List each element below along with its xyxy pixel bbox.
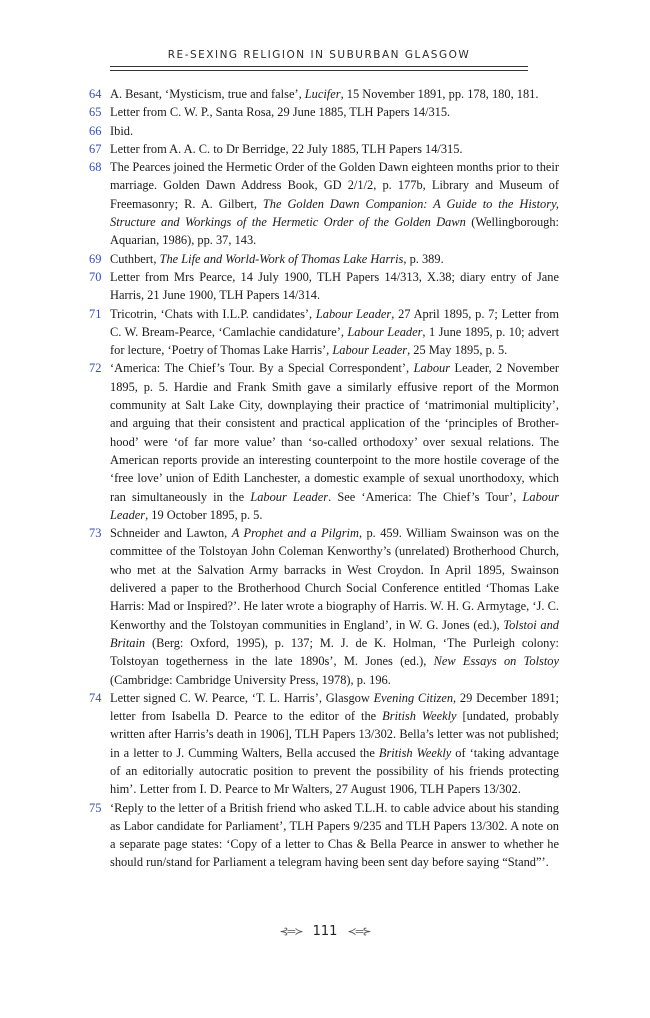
endnote-number: 73 xyxy=(89,526,102,541)
endnote xyxy=(89,689,559,799)
ornament-right-icon: ≺═⊱ xyxy=(347,926,371,938)
endnote xyxy=(89,122,559,140)
endnote-number: 65 xyxy=(89,105,102,120)
endnote xyxy=(89,250,559,268)
endnote-number: 74 xyxy=(89,690,102,705)
endnote xyxy=(89,305,559,360)
endnote-number: 64 xyxy=(89,87,102,101)
endnote-text: Schneider and Lawton, A Prophet and a Pilgrim, p. 459. William Swainson was on the committee of the Tolstoyan John Coleman Kenworthy’s (unrelated) Brotherhood Church, who met at the Salvation Army barracks in West Croydon. In April 1895, Swainson delivered a paper to the Brotherhood Church Social Conference entitled ‘Thomas Lake Harris: Mad or Inspired?’. He later wrote a biography of Harris. W. H. G. Armytage, ‘J. C. Kenworthy and the Tolstoyan communities in England’, in W. G. Jones (ed.), Tolstoi and Britain (Berg: Oxford, 1995), p. 137; M. J. de K. Holman, ‘The Purleigh colony: Tolstoyan togetherness in the late 1890s’, M. Jones (ed.), New Essays on Tolstoy (Cambridge: Cambridge University Press, 1978), p. 196. xyxy=(110,526,559,687)
endnote-number: 67 xyxy=(89,141,102,156)
endnote xyxy=(89,359,559,524)
endnote-text: Tricotrin, ‘Chats with I.L.P. candidates’, Labour Leader, 27 April 1895, p. 7; Letter from C. W. Bream-Pearce, ‘Camlachie candidature’, Labour Leader, 1 June 1895, p. 10; advert for lecture, ‘Poetry of Thomas Lake Harris’, Labour Leader, 25 May 1895, p. 5. xyxy=(110,306,560,358)
endnote-number: 70 xyxy=(89,269,102,284)
running-header: RE-SEXING RELIGION IN SUBURBAN GLASGOW xyxy=(167,49,471,61)
endnote xyxy=(89,799,559,872)
endnote xyxy=(89,158,559,249)
endnote-text: ‘Reply to the letter of a British friend who asked T.L.H. to cable advice about his standing as Labor candidate for Parliament’, TLH Papers 9/235 and TLH Papers 13/302. A note on a separate page states: ‘Copy of a letter to Chas & Bella Pearce in answer to whether he should run/stand for Parliament a telegram having been sent day before saying “Stand”’. xyxy=(110,800,559,870)
endnote-text: Letter signed C. W. Pearce, ‘T. L. Harris’, Glasgow Evening Citizen, 29 December 1891; letter from Isabella D. Pearce to the editor of the British Weekly [undated, probably written after Harris’s death in 1906], TLH Papers 13/302. Bella’s letter was not published; in a letter to J. Cumming Walters, Bella accused the British Weekly of ‘taking advantage of an editorially autocratic position to prevent the possibility of his friends protecting him’. Letter from I. D. Pearce to Mr Walters, 27 August 1906, TLH Papers 13/302. xyxy=(110,690,560,797)
endnote-text: Letter from A. A. C. to Dr Berridge, 22 July 1885, TLH Papers 14/315. xyxy=(110,141,463,156)
endnote-number: 71 xyxy=(89,306,102,321)
ornament-left-icon: ⊰═≻ xyxy=(279,926,303,938)
endnote xyxy=(89,85,559,103)
endnote xyxy=(89,103,559,121)
header-rule xyxy=(110,66,528,67)
endnote-text: Letter from Mrs Pearce, 14 July 1900, TLH Papers 14/313, X.38; diary entry of Jane Harris, 21 June 1900, TLH Papers 14/314. xyxy=(110,269,559,303)
page-number: 111 xyxy=(312,924,338,939)
endnote-text: Cuthbert, The Life and World-Work of Thomas Lake Harris, p. 389. xyxy=(110,251,444,266)
endnote-text: A. Besant, ‘Mysticism, true and false’, Lucifer, 15 November 1891, pp. 178, 180, 181. xyxy=(110,87,539,101)
endnote-text: The Pearces joined the Hermetic Order of the Golden Dawn eighteen months prior to their marriage. Golden Dawn Address Book, GD 2/1/2, p. 177b, Library and Museum of Freemasonry; R. A. Gilbert, The Golden Dawn Companion: A Guide to the History, Structure and Workings of the Hermetic Order of the Golden Dawn (Wellingborough: Aquarian, 1986), pp. 37, 143. xyxy=(110,160,559,248)
endnote-number: 68 xyxy=(89,160,102,175)
endnote xyxy=(89,524,559,689)
endnote-number: 75 xyxy=(89,800,102,815)
header-rule xyxy=(110,70,528,71)
endnote xyxy=(89,140,559,158)
endnote-number: 66 xyxy=(89,123,102,138)
endnote-text: Ibid. xyxy=(110,123,134,138)
endnote xyxy=(89,268,559,305)
endnote-text: Letter from C. W. P., Santa Rosa, 29 June 1885, TLH Papers 14/315. xyxy=(110,105,451,120)
endnotes-list xyxy=(89,85,559,872)
page-footer xyxy=(0,924,650,939)
endnote-text: ‘America: The Chief’s Tour. By a Special Correspondent’, Labour Leader, 2 November 1895, p. 5. Hardie and Frank Smith gave a similarly effusive report of the Mormon community at Salt Lake City, downplaying their practice of ‘matrimonial multiplicity’, and arguing that their consistent and practical application of the ‘principles of Brother-hood’ were ‘of far more value’ than ‘so-called orthodoxy’ over sexual relations. The American reports provide an interesting counterpoint to the more hostile coverage of the ‘free love’ union of Edith Lanchester, a domestic example of sexual unorthodoxy, which ran simultaneously in the Labour Leader. See ‘America: The Chief’s Tour’, Labour Leader, 19 October 1895, p. 5. xyxy=(110,361,560,522)
endnote-number: 72 xyxy=(89,361,102,376)
endnote-number: 69 xyxy=(89,251,102,266)
